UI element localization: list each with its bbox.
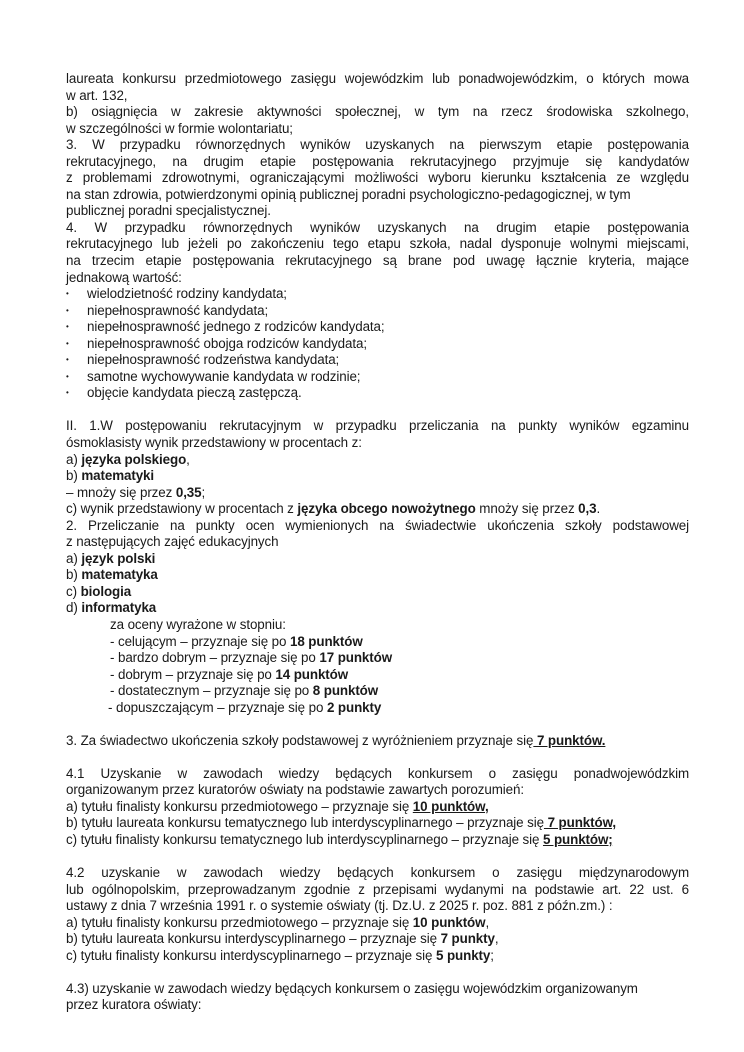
certificate-subject: b) matematyka [66, 567, 158, 583]
section-4-3-line: przez kuratora oświaty: [66, 997, 202, 1013]
paragraph-volunteering: w szczególności w formie wolontariatu; [66, 120, 293, 136]
section-4-line: 4. W przypadku równorzędnych wyników uzyskanych na drugim etapie postępowania [66, 219, 689, 235]
section-4-1-line: organizowanym przez kuratorów oświaty na podstawie zawartych porozumień: [66, 782, 524, 798]
grade-row: - bardzo dobrym – przyznaje się po 17 punktów [110, 650, 393, 666]
section-3-line: 3. W przypadku równorzędnych wyników uzyskanych na pierwszym etapie postępowania [66, 137, 689, 153]
grade-row: - dostatecznym – przyznaje się po 8 punktów [110, 683, 379, 699]
section-II-2-line: 2. Przeliczanie na punkty ocen wymienionych na świadectwie ukończenia szkoły podstawowej [66, 517, 689, 533]
competition-item: b) tytułu laureata konkursu interdyscyplinarnego – przyznaje się 7 punkty, [66, 931, 499, 947]
document-page [66, 71, 689, 1014]
criteria-item: • niepełnosprawność obojga rodziców kandydata; [66, 336, 689, 353]
paragraph-social-activity: b) osiągnięcia w zakresie aktywności społecznej, w tym na rzecz środowiska szkolnego, [66, 104, 689, 120]
section-3-line: publicznej poradni specjalistycznej. [66, 203, 271, 219]
certificate-subject: c) biologia [66, 583, 132, 599]
certificate-subject: d) informatyka [66, 600, 157, 616]
criteria-item: • samotne wychowywanie kandydata w rodzinie; [66, 369, 689, 386]
section-II-line: ósmoklasisty wynik przedstawiony w procentach z: [66, 434, 362, 450]
section-4-2-line: lub ogólnopolskim, przeprowadzanym zgodnie z przepisami wydanymi na podstawie art. 22 ust. 6 [66, 881, 689, 897]
competition-item: a) tytułu finalisty konkursu przedmiotowego – przyznaje się 10 punktów, [66, 798, 489, 814]
competition-item: c) tytułu finalisty konkursu tematycznego lub interdyscyplinarnego – przyznaje się 5 punktów; [66, 832, 613, 848]
paragraph-art-ref: w art. 132, [66, 87, 128, 103]
section-II [66, 418, 689, 716]
certificate-subject: a) język polski [66, 550, 156, 566]
section-4-line: na trzecim etapie postępowania rekrutacyjnego są brane pod uwagę łącznie kryteria, mające [66, 253, 689, 269]
criteria-item: • niepełnosprawność kandydata; [66, 303, 689, 320]
section-4-2 [66, 865, 689, 964]
section-4-line: jednakową wartość: [66, 269, 182, 285]
section-4-2-line: ustawy z dnia 7 września 1991 r. o systemie oświaty (tj. Dz.U. z 2025 r. poz. 881 z późn.zm.) : [66, 898, 613, 914]
section-3 [66, 137, 689, 220]
criteria-item: • niepełnosprawność rodzeństwa kandydata; [66, 352, 689, 369]
section-4-1-line: 4.1 Uzyskanie w zawodach wiedzy będących konkursem o zasięgu ponadwojewódzkim [66, 765, 689, 781]
section-4-3 [66, 981, 689, 1014]
section-II-2-line: z następujących zajęć edukacyjnych [66, 534, 279, 550]
criteria-list [66, 286, 689, 402]
exam-subject-a: a) języka polskiego, [66, 451, 190, 467]
section-3-line: z problemami zdrowotnymi, ograniczającymi możliwości wyboru kierunku kształcenia ze względu [66, 170, 689, 186]
criteria-item: • wielodzietność rodziny kandydata; [66, 286, 689, 303]
grades-block [66, 617, 689, 716]
section-4-line: rekrutacyjnego lub jeżeli po zakończeniu tego etapu szkoła, nadal dysponuje wolnymi miejscami, [66, 236, 689, 252]
multiplier-line: – mnoży się przez 0,35; [66, 484, 206, 500]
section-4-2-line: 4.2 uzyskanie w zawodach wiedzy będących konkursem o zasięgu międzynarodowym [66, 865, 689, 881]
paragraph-laureate-line: laureata konkursu przedmiotowego zasięgu wojewódzkim lub ponadwojewódzkim, o których mowa [66, 71, 689, 86]
section-4 [66, 220, 689, 402]
criteria-item: • niepełnosprawność jednego z rodziców kandydata; [66, 319, 689, 336]
exam-subject-c: c) wynik przedstawiony w procentach z języka obcego nowożytnego mnoży się przez 0,3. [66, 501, 601, 517]
section-3-line: na stan zdrowia, potwierdzonymi opinią publicznej poradni psychologiczno-pedagogicznej, w tym [66, 186, 631, 202]
section-3-honors: 3. Za świadectwo ukończenia szkoły podstawowej z wyróżnieniem przyznaje się 7 punktów. [66, 732, 606, 748]
section-4-1 [66, 766, 689, 849]
grade-row: - dopuszczającym – przyznaje się po 2 punkty [108, 699, 382, 715]
section-3-line: rekrutacyjnego, na drugim etapie postępowania rekrutacyjnego przyjmuje się kandydatów [66, 153, 689, 169]
section-4-3-line: 4.3) uzyskanie w zawodach wiedzy będących konkursem o zasięgu wojewódzkim organizowanym [66, 980, 638, 996]
grade-row: - dobrym – przyznaje się po 14 punktów [110, 666, 349, 682]
competition-item: c) tytułu finalisty konkursu interdyscyplinarnego – przyznaje się 5 punkty; [66, 947, 494, 963]
exam-subject-b: b) matematyki [66, 468, 155, 484]
section-II-heading: II. 1.W postępowaniu rekrutacyjnym w przypadku przeliczania na punkty wyników egzaminu [66, 418, 689, 434]
grades-intro: za oceny wyrażone w stopniu: [110, 617, 286, 632]
competition-item: b) tytułu laureata konkursu tematycznego lub interdyscyplinarnego – przyznaje się 7 punktów, [66, 815, 617, 831]
criteria-item: • objęcie kandydata pieczą zastępczą. [66, 385, 689, 402]
competition-item: a) tytułu finalisty konkursu przedmiotowego – przyznaje się 10 punktów, [66, 914, 490, 930]
grade-row: - celującym – przyznaje się po 18 punktów [110, 633, 363, 649]
